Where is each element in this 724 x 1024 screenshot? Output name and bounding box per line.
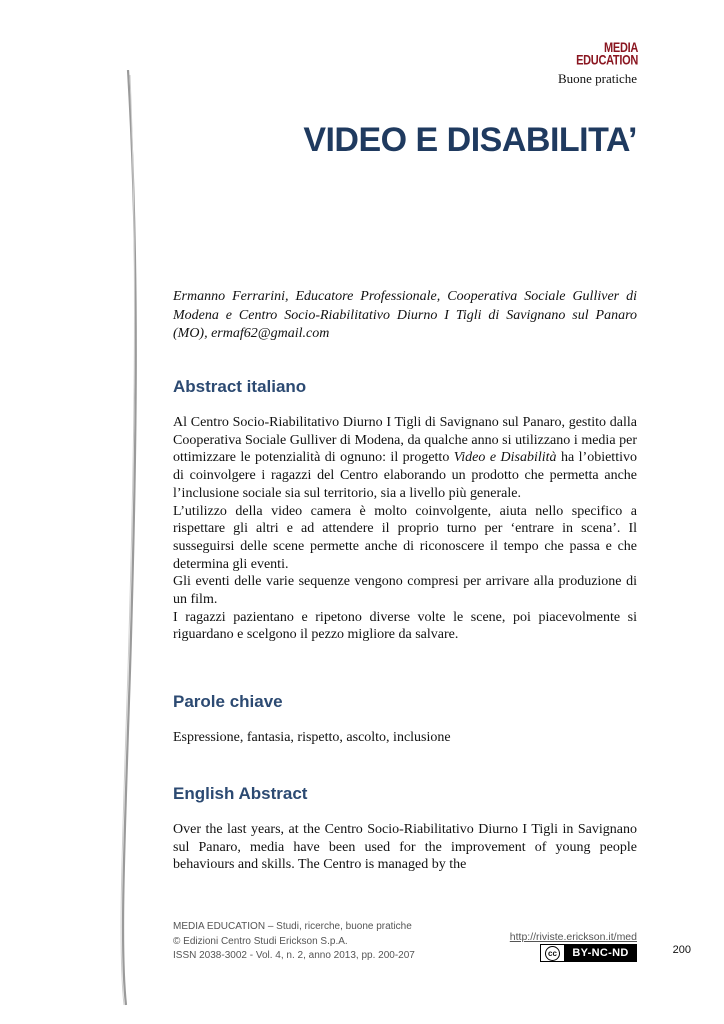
author-affiliation: Ermanno Ferrarini, Educatore Professionale, Cooperativa Sociale Gulliver di Modena e Centro Socio-Riabilitativo Diurno I Tigli di Savignano sul Panaro (MO), ermaf62@gmail.com: [173, 289, 637, 341]
abstract-italian-paragraph: L’utilizzo della video camera è molto coinvolgente, aiuta nello specifico a rispettare gli altri e ad attendere il proprio turno per ‘entrare in scena’. Il susseguirsi delle scene permette anche di riconoscere il tempo che passa e che determina gli eventi.: [173, 503, 637, 572]
english-abstract-heading: English Abstract: [173, 784, 308, 803]
page-number: 200: [672, 944, 691, 956]
abstract-text: ha l’obiettivo di coinvolgere i ragazzi del Centro elaborando un prodotto che permetta anche l’inclusione sociale sia sul territorio, sia a livello più generale.: [173, 450, 637, 501]
section-label: Buone pratiche: [557, 71, 637, 86]
keywords-text: Espressione, fantasia, rispetto, ascolto, inclusione: [173, 730, 451, 745]
footer-journal-name: MEDIA EDUCATION – Studi, ricerche, buone pratiche: [173, 921, 412, 932]
abstract-italian-paragraph: Gli eventi delle varie sequenze vengono compresi per arrivare alla produzione di un film.: [173, 574, 637, 608]
logo-line-media: MEDIA: [604, 40, 638, 56]
abstract-italian-paragraph: I ragazzi pazientano e ripetono diverse volte le scene, poi piacevolmente si riguardano e scelgono il pezzo migliore da salvare.: [173, 609, 637, 643]
license-label: BY-NC-ND: [565, 945, 636, 961]
abstract-italian-body: [173, 414, 637, 644]
english-abstract-body: Over the last years, at the Centro Socio-Riabilitativo Diurno I Tigli in Savignano sul Panaro, media have been used for the improvement of young people behaviours and skills. The Centro is managed by the: [173, 822, 637, 873]
logo-line-education: EDUCATION: [576, 53, 638, 69]
footer-issn: ISSN 2038-3002 - Vol. 4, n. 2, anno 2013, pp. 200-207: [173, 950, 415, 961]
journal-url-link[interactable]: http://riviste.erickson.it/med: [509, 931, 637, 943]
footer-journal-info: [173, 920, 415, 964]
abstract-italian-paragraph: [173, 414, 637, 503]
project-title: Video e Disabilità: [453, 450, 557, 466]
keywords-heading: Parole chiave: [173, 692, 283, 711]
cc-icon-label: cc: [545, 946, 560, 961]
journal-logo: [576, 42, 638, 67]
decorative-side-curve: [100, 70, 140, 1010]
abstract-italian-heading: Abstract italiano: [173, 377, 307, 396]
article-title: VIDEO E DISABILITA’: [303, 121, 637, 159]
abstract-text: Al Centro Socio-Riabilitativo Diurno I Tigli di Savignano sul Panaro, gestito dalla Cooperativa Sociale Gulliver di Modena, da qualche anno si utilizzano i media per ottimizzare le potenzialità di ognuno: il progetto: [173, 415, 637, 466]
footer-copyright: © Edizioni Centro Studi Erickson S.p.A.: [173, 935, 348, 947]
cc-license-badge[interactable]: [540, 944, 637, 962]
cc-icon: [541, 945, 565, 961]
